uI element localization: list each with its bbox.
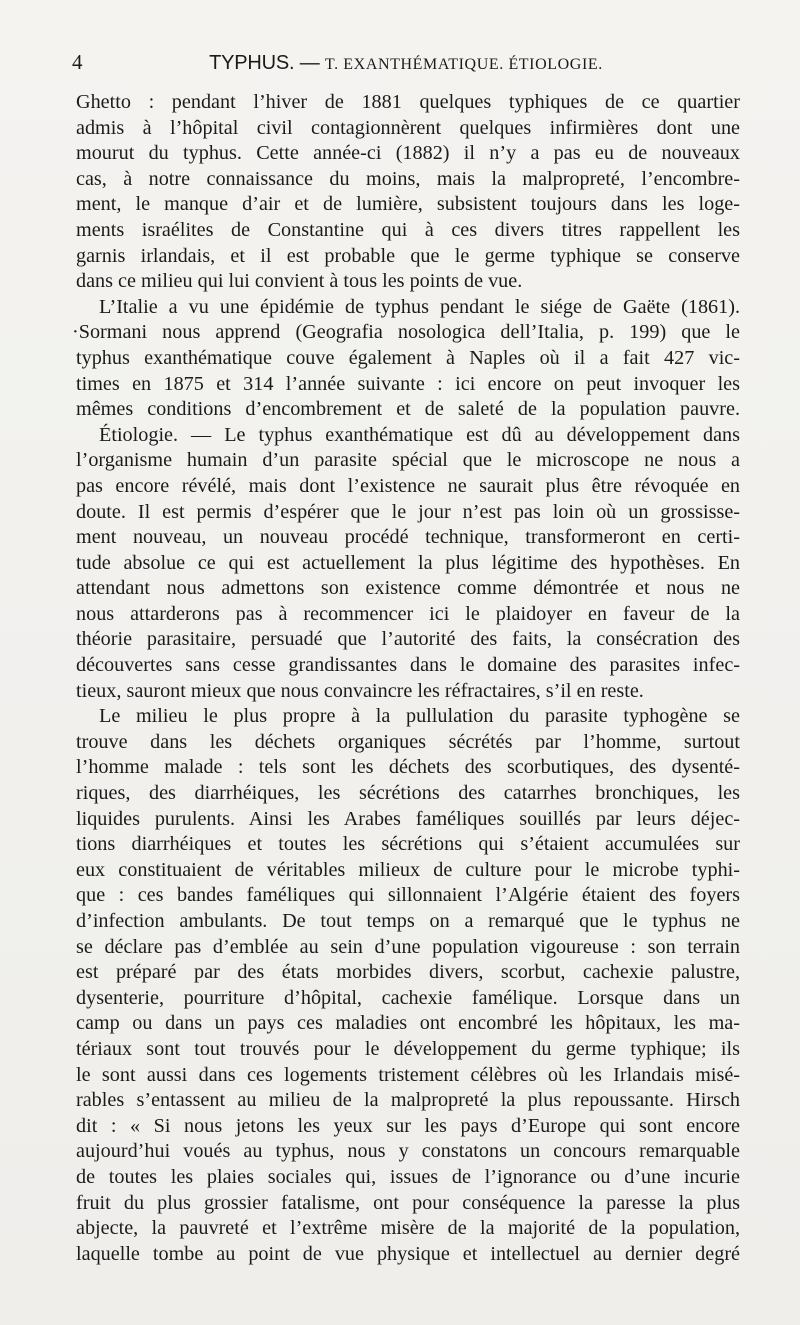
text-line: théorie parasitaire, persuadé que l’autorité des faits, la consécration des bbox=[76, 628, 740, 651]
text-line: typhus exanthématique couve également à Naples où il a fait 427 vic- bbox=[76, 346, 740, 369]
text-line: rables s’entassent au milieu de la malpropreté la plus repoussante. Hirsch bbox=[76, 1089, 740, 1112]
text-line: garnis irlandais, et il est probable que le germe typhique se conserve bbox=[76, 244, 740, 267]
text-line: mêmes conditions d’encombrement et de saleté de la population pauvre. bbox=[76, 398, 740, 421]
text-line: l’organisme humain d’un parasite spécial que le microscope ne nous a bbox=[76, 449, 740, 472]
running-title-sub: T. EXANTHÉMATIQUE. ÉTIOLOGIE. bbox=[324, 56, 603, 73]
text-line: pas encore révélé, mais dont l’existence ne saurait plus être révoquée en bbox=[76, 474, 740, 497]
body-text bbox=[72, 90, 740, 1267]
text-line: que : ces bandes faméliques qui sillonnaient l’Algérie étaient des foyers bbox=[76, 884, 740, 907]
text-line: ment nouveau, un nouveau procédé technique, transformeront en certi- bbox=[76, 526, 740, 549]
text-line: Étiologie. — Le typhus exanthématique est dû au développement dans bbox=[99, 423, 740, 446]
page-number: 4 bbox=[72, 50, 83, 74]
text-line: ments israélites de Constantine qui à ces divers titres rappellent les bbox=[76, 218, 740, 241]
text-line: tude absolue ce qui est actuellement la plus légitime des hypothèses. En bbox=[76, 551, 740, 574]
text-line: laquelle tombe au point de vue physique et intellectuel au dernier degré bbox=[76, 1242, 740, 1265]
text-line: d’infection ambulants. De tout temps on a remarqué que le typhus ne bbox=[76, 910, 740, 932]
text-line: ·Sormani nous apprend (Geografia nosologica dell’Italia, p. 199) que le bbox=[72, 321, 740, 344]
text-line: se déclare pas d’emblée au sein d’une population vigoureuse : son terrain bbox=[76, 935, 740, 958]
text-line: mourut du typhus. Cette année-ci (1882) il n’y a pas eu de nouveaux bbox=[76, 142, 740, 165]
text-line: dysenterie, pourriture d’hôpital, cachexie famélique. Lorsque dans un bbox=[76, 986, 740, 1009]
text-line: liquides purulents. Ainsi les Arabes faméliques souillés par leurs déjec- bbox=[76, 807, 740, 830]
running-title-main: TYPHUS. — bbox=[209, 52, 325, 74]
text-line: doute. Il est permis d’espérer que le jour n’est pas loin où un grossisse- bbox=[76, 500, 740, 523]
text-line: cas, à notre connaissance du moins, mais la malpropreté, l’encombre- bbox=[76, 167, 740, 190]
text-line: Ghetto : pendant l’hiver de 1881 quelques typhiques de ce quartier bbox=[76, 91, 740, 113]
text-line: aujourd’hui voués au typhus, nous y constatons un concours remarquable bbox=[76, 1140, 740, 1163]
text-line: tieux, sauront mieux que nous convaincre les réfractaires, s’il en reste. bbox=[76, 679, 644, 702]
text-line: abjecte, la pauvreté et l’extrême misère de la majorité de la population, bbox=[76, 1217, 740, 1240]
text-line: dans ce milieu qui lui convient à tous les points de vue. bbox=[76, 270, 523, 293]
running-title bbox=[72, 50, 740, 75]
text-line: L’Italie a vu une épidémie de typhus pendant le siége de Gaëte (1861). bbox=[99, 295, 740, 318]
text-line: découvertes sans cesse grandissantes dans le domaine des parasites infec- bbox=[76, 654, 740, 677]
text-line: le sont aussi dans ces logements tristement célèbres où les Irlandais misé- bbox=[76, 1063, 740, 1086]
text-line: de toutes les plaies sociales qui, issues de l’ignorance ou d’une incurie bbox=[76, 1165, 740, 1188]
text-line: tériaux sont tout trouvés pour le développement du germe typhique; ils bbox=[76, 1037, 740, 1060]
text-line: admis à l’hôpital civil contagionnèrent quelques infirmières dont une bbox=[76, 116, 740, 139]
running-head bbox=[72, 50, 740, 80]
text-line: nous attarderons pas à recommencer ici le plaidoyer en faveur de la bbox=[76, 602, 740, 625]
text-line: est préparé par des états morbides divers, scorbut, cachexie palustre, bbox=[76, 961, 740, 984]
text-line: camp ou dans un pays ces maladies ont encombré les hôpitaux, les ma- bbox=[76, 1012, 740, 1035]
text-line: eux constituaient de véritables milieux de culture pour le microbe typhi- bbox=[76, 858, 740, 881]
text-line: Le milieu le plus propre à la pullulation du parasite typhogène se bbox=[99, 705, 740, 728]
text-line: attendant nous admettons son existence comme démontrée et nous ne bbox=[76, 577, 740, 600]
text-line: times en 1875 et 314 l’année suivante : ici encore on peut invoquer les bbox=[76, 372, 740, 395]
text-line: riques, des diarrhéiques, les sécrétions des catarrhes bronchiques, les bbox=[76, 782, 740, 805]
text-line: l’homme malade : tels sont les déchets des scorbutiques, des dysenté- bbox=[76, 756, 740, 779]
text-line: ment, le manque d’air et de lumière, subsistent toujours dans les loge- bbox=[76, 193, 740, 216]
text-line: tions diarrhéiques et toutes les sécrétions qui s’étaient accumulées sur bbox=[76, 833, 740, 856]
text-line: trouve dans les déchets organiques sécrétés par l’homme, surtout bbox=[76, 730, 740, 753]
text-line: dit : « Si nous jetons les yeux sur les pays d’Europe qui sont encore bbox=[76, 1114, 740, 1137]
text-line: fruit du plus grossier fatalisme, ont pour conséquence la paresse la plus bbox=[76, 1191, 740, 1214]
